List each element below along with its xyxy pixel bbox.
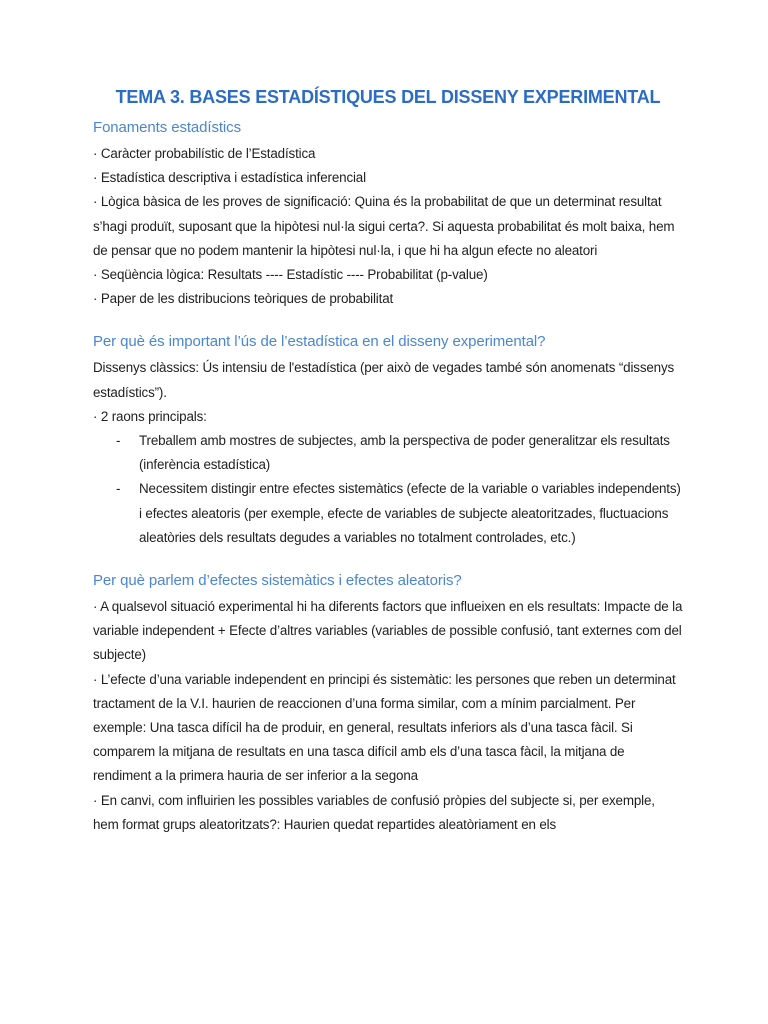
section-heading: Per què parlem d’efectes sistemàtics i efectes aleatoris? bbox=[93, 572, 462, 590]
section-importancia bbox=[93, 331, 683, 550]
dash-bullet: - bbox=[116, 433, 121, 449]
document-title: TEMA 3. BASES ESTADÍSTIQUES DEL DISSENY EXPERIMENTAL bbox=[115, 87, 661, 107]
list-item-text: Treballem amb mostres de subjectes, amb la perspectiva de poder generalitzar els resultats (inferència estadística) bbox=[139, 433, 670, 473]
section-heading: Fonaments estadístics bbox=[93, 119, 241, 136]
paragraph: · Seqüència lògica: Resultats ---- Estadístic ---- Probabilitat (p-value) bbox=[93, 267, 488, 283]
paragraph: · En canvi, com influirien les possibles variables de confusió pròpies del subjecte si, per exemple, hem format grups aleatoritzats?: Haurien quedat repartides aleatòriament en els bbox=[93, 792, 655, 832]
list-item-text: Necessitem distingir entre efectes sistemàtics (efecte de la variable o variables independents) i efectes aleatoris (per exemple, efecte de variables de subjecte aleatoritzades, fluctuacions aleatòries dels resultats degudes a variables no totalment controlades, etc.) bbox=[139, 481, 681, 545]
paragraph: · L’efecte d’una variable independent en principi és sistemàtic: les persones que reben un determinat tractament de la V.I. haurien de reaccionen d’una forma similar, com a mínim parcialment. Per exemple: Una tasca difícil ha de produir, en general, resultats inferiors als d’una tasca fàcil. Si comparem la mitjana de resultats en una tasca difícil amb els d’una tasca fàcil, la mitjana de rendiment a la primera hauria de ser inferior a la segona bbox=[93, 671, 676, 784]
section-efectes bbox=[93, 570, 683, 837]
reasons-list bbox=[93, 429, 683, 550]
section-fonaments bbox=[93, 117, 683, 311]
paragraph: · Lògica bàsica de les proves de significació: Quina és la probabilitat de que un determinat resultat s’hagi produït, suposant que la hipòtesi nul·la sigui certa?. Si aquesta probabilitat és molt baixa, hem de pensar que no podem mantenir la hipòtesi nul·la, i que hi ha algun efecte no aleatori bbox=[93, 194, 675, 258]
section-heading: Per què és important l’ús de l’estadística en el disseny experimental? bbox=[93, 333, 546, 351]
dash-bullet: - bbox=[116, 481, 121, 497]
paragraph: Dissenys clàssics: Ús intensiu de l'estadística (per això de vegades també són anomenats “dissenys estadístics”). bbox=[93, 360, 675, 400]
paragraph: · Caràcter probabilístic de l’Estadística bbox=[93, 146, 316, 161]
paragraph: · Paper de les distribucions teòriques de probabilitat bbox=[93, 291, 394, 307]
paragraph: · 2 raons principals: bbox=[93, 408, 207, 424]
paragraph: · A qualsevol situació experimental hi ha diferents factors que influeixen en els resultats: Impacte de la variable independent + Efecte d’altres variables (variables de possible confusió, tant externes com del subjecte) bbox=[93, 599, 683, 663]
list-item bbox=[93, 477, 683, 550]
paragraph: · Estadística descriptiva i estadística inferencial bbox=[93, 170, 366, 186]
document-page bbox=[93, 84, 683, 837]
list-item bbox=[93, 429, 683, 477]
